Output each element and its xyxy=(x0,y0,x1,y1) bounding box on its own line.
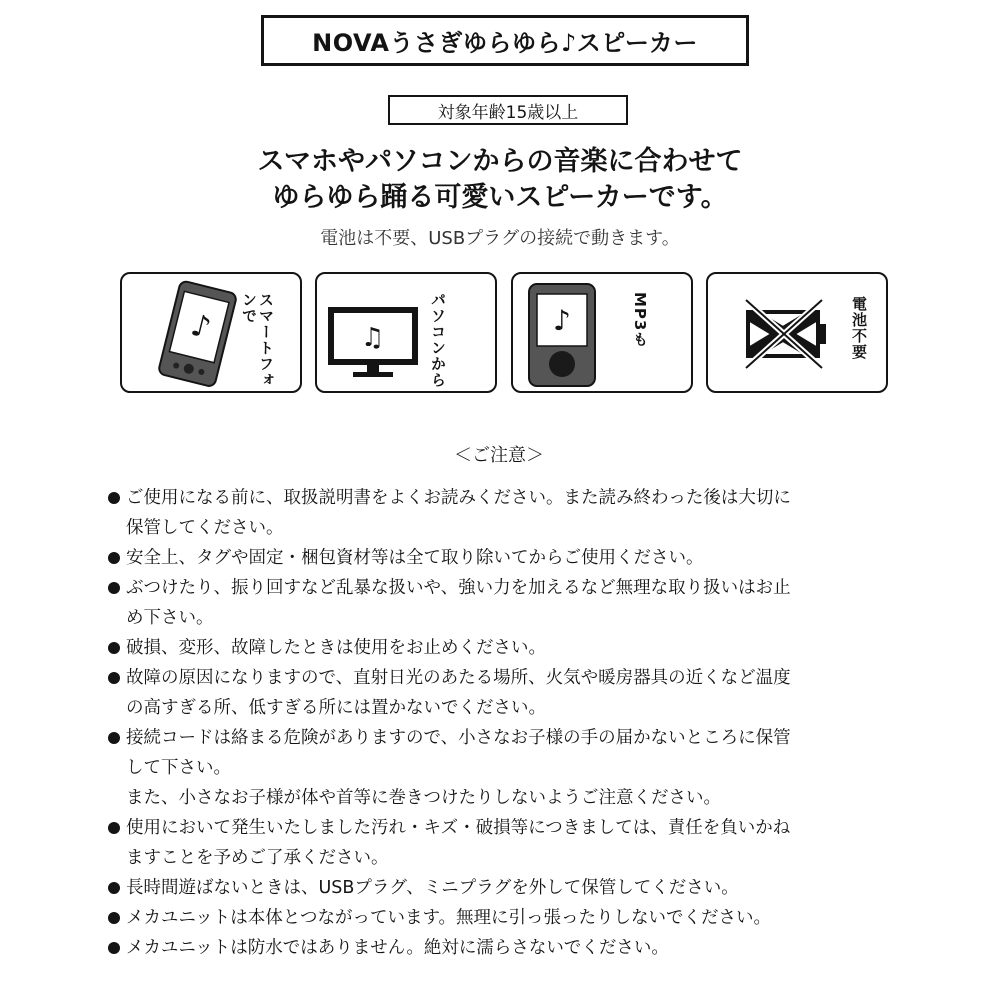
headline-line-1: スマホやパソコンからの音楽に合わせて xyxy=(257,146,743,177)
caution-heading: ＜ご注意＞ xyxy=(454,445,544,466)
feature-label-no-battery xyxy=(850,296,867,360)
caution-item xyxy=(108,633,908,663)
feature-label-col: MP3 xyxy=(631,292,649,332)
caution-item-continuation xyxy=(108,603,908,633)
caution-item xyxy=(108,873,908,903)
feature-label-col: も xyxy=(631,331,649,348)
bullet-icon xyxy=(108,672,120,684)
feature-label-mp3 xyxy=(631,292,648,347)
caution-text: ますことを予めご了承ください。 xyxy=(126,848,389,868)
bullet-icon xyxy=(108,552,120,564)
caution-item-continuation xyxy=(108,513,908,543)
bullet-icon xyxy=(108,732,120,744)
caution-item xyxy=(108,723,908,753)
smartphone-music-icon xyxy=(122,274,304,395)
caution-text: ぶつけたり、振り回すなど乱暴な扱いや、強い力を加えるなど無理な取り扱いはお止 xyxy=(126,578,791,598)
caution-text: 故障の原因になりますので、直射日光のあたる場所、火気や暖房器具の近くなど温度 xyxy=(126,668,791,688)
feature-label-smartphone xyxy=(240,292,274,391)
feature-label-pc xyxy=(429,292,446,388)
caution-text: して下さい。 xyxy=(126,758,231,778)
headline-line-2: ゆらゆら踊る可愛いスピーカーです。 xyxy=(272,182,728,213)
bullet-icon xyxy=(108,882,120,894)
mp3-player-music-icon xyxy=(513,274,695,395)
caution-text: め下さい。 xyxy=(126,608,214,628)
caution-item xyxy=(108,543,908,573)
bullet-icon xyxy=(108,942,120,954)
caution-text: 接続コードは絡まる危険がありますので、小さなお子様の手の届かないところに保管 xyxy=(126,728,791,748)
bullet-icon xyxy=(108,492,120,504)
caution-text: 破損、変形、故障したときは使用をお止めください。 xyxy=(126,638,546,658)
bullet-icon xyxy=(108,642,120,654)
caution-item xyxy=(108,933,908,963)
svg-text:♫: ♫ xyxy=(361,323,385,353)
caution-text: メカユニットは本体とつながっています。無理に引っ張ったりしないでください。 xyxy=(126,908,772,928)
power-note: 電池は不要、USBプラグの接続で動きます。 xyxy=(320,228,680,249)
caution-text: ご使用になる前に、取扱説明書をよくお読みください。また読み終わった後は大切に xyxy=(126,488,791,508)
caution-item xyxy=(108,483,908,513)
product-title: NOVAうさぎゆらゆら♪スピーカー xyxy=(261,15,749,66)
feature-smartphone xyxy=(120,272,302,393)
feature-label-col: 電池 xyxy=(850,296,868,328)
svg-text:♪: ♪ xyxy=(553,304,571,337)
svg-text:♪: ♪ xyxy=(187,307,215,347)
feature-label-col: スマート xyxy=(257,292,275,356)
bullet-icon xyxy=(108,822,120,834)
caution-item xyxy=(108,903,908,933)
bullet-icon xyxy=(108,582,120,594)
caution-text: 長時間遊ばないときは、USBプラグ、ミニプラグを外して保管してください。 xyxy=(126,878,739,898)
caution-text: また、小さなお子様が体や首等に巻きつけたりしないようご注意ください。 xyxy=(126,788,721,808)
feature-label-col: パソコン xyxy=(429,292,447,356)
caution-item-continuation xyxy=(108,753,908,783)
caution-text: 保管してください。 xyxy=(126,518,284,538)
caution-item-continuation xyxy=(108,783,908,813)
feature-label-col: から xyxy=(429,356,447,388)
feature-label-col: 不要 xyxy=(850,328,868,360)
caution-text: 使用において発生いたしました汚れ・キズ・破損等につきましては、責任を負いかね xyxy=(126,818,791,838)
caution-item xyxy=(108,813,908,843)
caution-item xyxy=(108,663,908,693)
caution-item-continuation xyxy=(108,843,908,873)
caution-text: 安全上、タグや固定・梱包資材等は全て取り除いてからご使用ください。 xyxy=(126,548,704,568)
caution-list xyxy=(108,483,908,963)
feature-no-battery xyxy=(706,272,888,393)
monitor-music-icon xyxy=(317,274,499,395)
caution-text: の高すぎる所、低すぎる所には置かないでください。 xyxy=(126,698,546,718)
caution-item xyxy=(108,573,908,603)
caution-item-continuation xyxy=(108,693,908,723)
feature-pc xyxy=(315,272,497,393)
bullet-icon xyxy=(108,912,120,924)
feature-mp3 xyxy=(511,272,693,393)
feature-label-col: フォンで xyxy=(240,292,275,388)
age-rating-badge: 対象年齢15歳以上 xyxy=(388,95,628,125)
caution-text: メカユニットは防水ではありません。絶対に濡らさないでください。 xyxy=(126,938,669,958)
